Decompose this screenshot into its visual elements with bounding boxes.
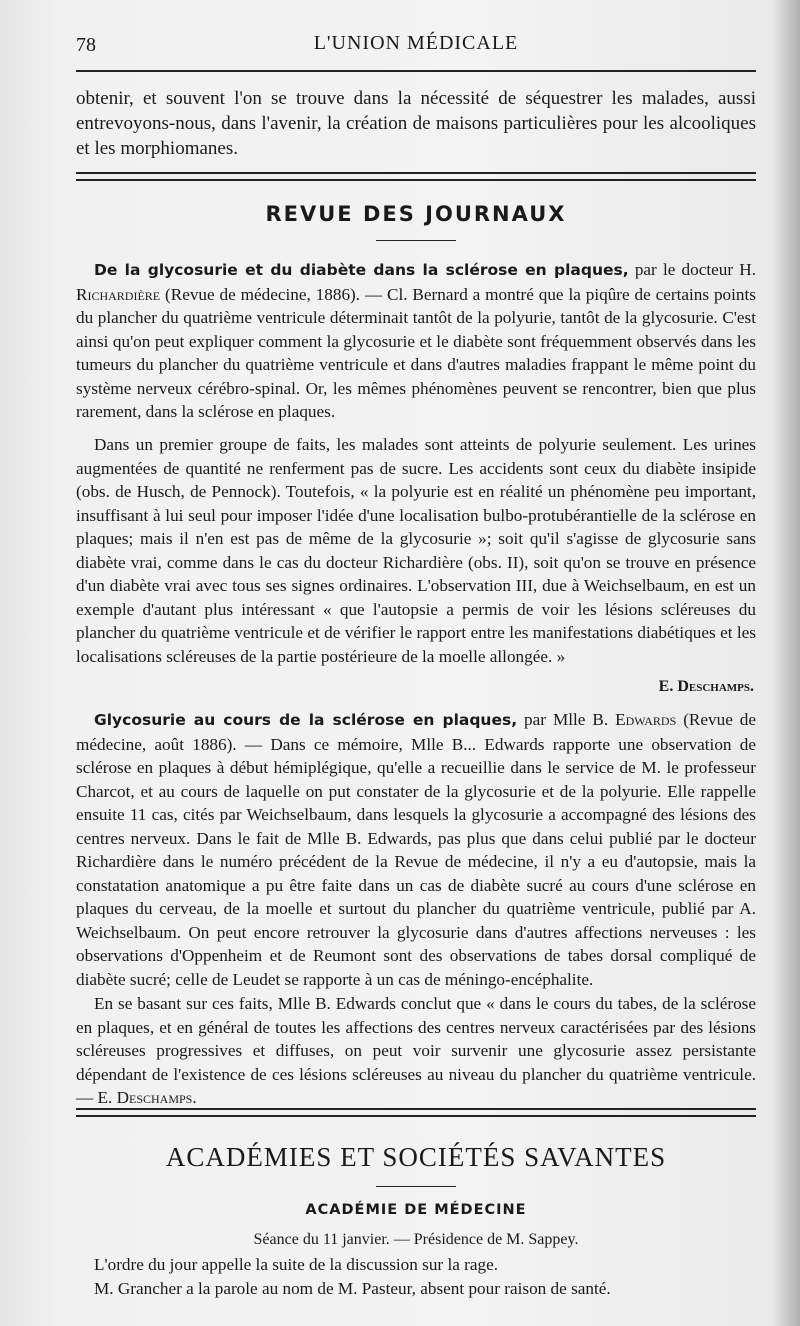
page-number: 78	[76, 34, 96, 56]
section-heading-academies: ACADÉMIES ET SOCIÉTÉS SAVANTES	[165, 1142, 667, 1172]
article-2-paragraph-1	[76, 708, 756, 991]
section-divider-top	[76, 172, 756, 181]
running-title: L'UNION MÉDICALE	[313, 32, 519, 54]
section-heading-revue: REVUE DES JOURNAUX	[265, 202, 567, 226]
article-1-paragraph-1	[76, 258, 756, 424]
page-header	[76, 30, 756, 66]
article-1-author: Richardière	[76, 284, 161, 304]
academies-paragraph-1: L'ordre du jour appelle la suite de la discussion sur la rage.	[94, 1255, 499, 1274]
article-1-signature: E. Deschamps.	[658, 678, 754, 695]
article-2-paragraph-2: En se basant sur ces faits, Mlle B. Edwards conclut que « dans le cours du tabes, de la sclérose en plaques, et en général de toutes les affections des centres nerveux caractérisées par des lésions scléreuses progressives et diffuses, on peut voir survenir une glycosurie assez persistante dépendant de l'existence de ces lésions scléreuses au niveau du plancher du quatrième ventricule. — E. Deschamps.	[76, 994, 756, 1107]
article-1-title: De la glycosurie et du diabète dans la sclérose en plaques,	[94, 261, 629, 279]
article-2-body: Dans ce mémoire, Mlle B... Edwards rapporte une observation de sclérose en plaques à début hémiplégique, qu'elle a recueillie dans le service de M. le professeur Charcot, et au cours de laquelle on put constater de la glycosurie et de la polyurie. Elle rappelle ensuite 11 cas, cités par Weichselbaum, dans lesquels la glycosurie a accompagné des lésions des centres nerveux. Dans le fait de Mlle B. Edwards, pas plus que dans celui publié par le docteur Richardière dans le numéro précédent de la Revue de médecine, il n'y a eu d'autopsie, mais la constatation anatomique a pu être faite dans un cas de diabète sucré au cours d'une sclérose en plaques du cerveau, de la moelle et surtout du plancher du quatrième ventricule, publié par A. Weichselbaum. On peut encore retrouver la glycosurie dans d'autres affections nerveuses : les observations d'Oppenheim et de Reumont sont des observations de tabes dorsal compliqué de diabète sucré; celle de Leudet se rapporte à un cas de méningo-encéphalite.	[76, 734, 756, 989]
heading-underline	[376, 240, 456, 241]
heading-underline-2	[376, 1186, 456, 1187]
intro-paragraph: obtenir, et souvent l'on se trouve dans la nécessité de séquestrer les malades, aussi entrevoyons-nous, dans l'avenir, la création de maisons particulières pour les alcooliques et les morphiomanes.	[76, 88, 756, 159]
article-1-byline: par le docteur H.	[628, 260, 756, 279]
article-2-source: (Revue de médecine, août 1886). —	[76, 710, 757, 754]
article-1-source: (Revue de médecine, 1886). —	[160, 284, 388, 304]
article-2-author: Edwards	[615, 710, 677, 729]
article-1-body: Cl. Bernard a montré que la piqûre de certains points du plancher du quatrième ventricule déterminait tantôt de la polyurie, tantôt de la glycosurie. C'est ainsi qu'on peut expliquer comment la glycosurie et le diabète sont fréquemment observés dans les tumeurs du plancher du quatrième ventricule et dans d'autres maladies frappant le même point du système nerveux cérébro-spinal. Or, les mêmes phénomènes peuvent se rencontrer, bien que plus rarement, dans la sclérose en plaques.	[76, 284, 756, 421]
article-2-title: Glycosurie au cours de la sclérose en plaques,	[94, 711, 518, 729]
subheading-academie: ACADÉMIE DE MÉDECINE	[305, 1202, 527, 1218]
article-2-signature: E. Deschamps.	[97, 1088, 197, 1107]
seance-line: Séance du 11 janvier. — Présidence de M. Sappey.	[253, 1231, 579, 1248]
academies-paragraph-2: M. Grancher a la parole au nom de M. Pasteur, absent pour raison de santé.	[94, 1279, 611, 1298]
header-rule	[76, 70, 756, 72]
section-divider-bottom	[76, 1108, 756, 1117]
article-2-byline: par Mlle B.	[517, 710, 616, 729]
article-1-paragraph-2: Dans un premier groupe de faits, les malades sont atteints de polyurie seulement. Les urines augmentées de quantité ne renferment pas de sucre. Les accidents sont ceux du diabète insipide (obs. de Husch, de Pennock). Toutefois, « la polyurie est en réalité un phénomène peu important, insuffisant à lui seul pour imposer l'idée d'une localisation bulbo-protubérantielle de la sclérose en plaques; mais il n'en est pas de même de la glycosurie »; soit qu'il s'agisse de glycosurie sans diabète vrai, comme dans le cas du docteur Richardière (obs. II), soit qu'on se trouve en présence d'un diabète vrai avec tous ses signes ordinaires. L'observation III, due à Weichselbaum, en est un exemple d'autant plus intéressant « que l'autopsie a permis de voir les lésions scléreuses du plancher du quatrième ventricule et de vérifier le rapport entre les manifestations diabétiques et les localisations scléreuses de la partie postérieure de la moelle allongée. »	[76, 435, 756, 666]
